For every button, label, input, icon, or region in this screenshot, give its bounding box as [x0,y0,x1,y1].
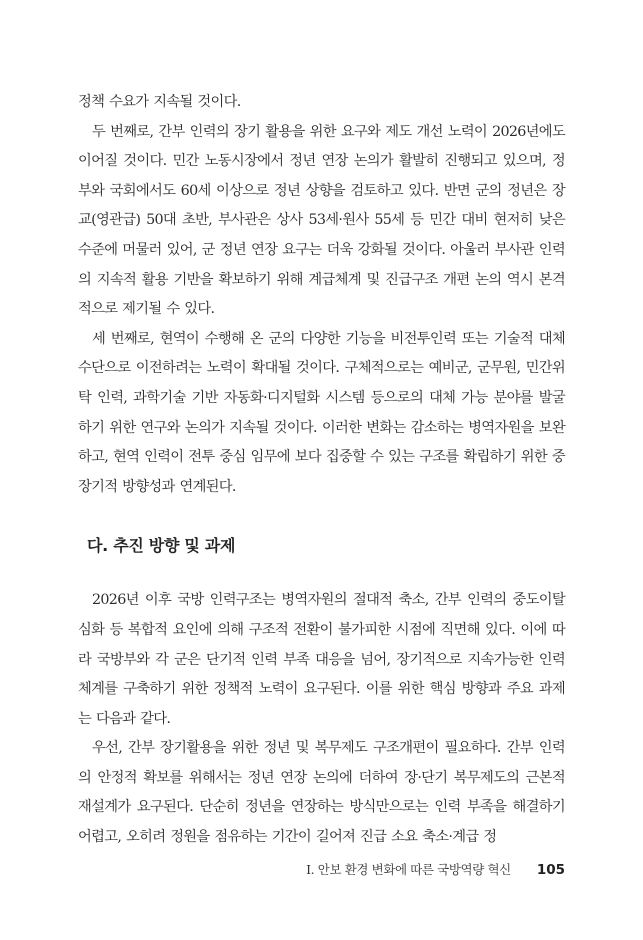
paragraph-continuation: 정책 수요가 지속될 것이다. [78,94,241,110]
chapter-title: I. 안보 환경 변화에 따른 국방역량 혁신 [306,862,511,877]
body-text [78,88,565,853]
paragraph-third-point: 세 번째로, 현역이 수행해 온 군의 다양한 기능을 비전투인력 또는 기술적 대체 수단으로 이전하려는 노력이 확대될 것이다. 구체적으로는 예비군, 군무원, 민간위탁 인력, 과학기술 기반 자동화·디지털화 시스템 등으로의 대체 가능 분야를 발굴하기 위한 연구와 논의가 지속될 것이다. 이러한 변화는 감소하는 병역자원을 보완하고, 현역 인력이 전투 중심 임무에 보다 집중할 수 있는 구조를 확립하기 위한 중장기적 방향성과 연계된다. [78,330,565,495]
paragraph-second-point: 두 번째로, 간부 인력의 장기 활용을 위한 요구와 제도 개선 노력이 2026년에도 이어질 것이다. 민간 노동시장에서 정년 연장 논의가 활발히 진행되고 있으며, 정부와 국회에서도 60세 이상으로 정년 상향을 검토하고 있다. 반면 군의 정년은 장교(영관급) 50대 초반, 부사관은 상사 53세·원사 55세 등 민간 대비 현저히 낮은 수준에 머물러 있어, 군 정년 연장 요구는 더욱 강화될 것이다. 아울러 부사관 인력의 지속적 활용 기반을 확보하기 위해 계급체계 및 진급구조 개편 논의 역시 본격적으로 제기될 수 있다. [78,123,565,318]
section-heading: 다. 추진 방향 및 과제 [87,536,236,556]
paragraph-first-task: 우선, 간부 장기활용을 위한 정년 및 복무제도 구조개편이 필요하다. 간부 인력의 안정적 확보를 위해서는 정년 연장 논의에 더하여 장·단기 복무제도의 근본적 재설계가 요구된다. 단순히 정년을 연장하는 방식만으로는 인력 부족을 해결하기 어렵고, 오히려 정원을 점유하는 기간이 길어져 진급 소요 축소·계급 정 [78,740,565,846]
page-footer [306,860,565,878]
paragraph-overview: 2026년 이후 국방 인력구조는 병역자원의 절대적 축소, 간부 인력의 중도이탈 심화 등 복합적 요인에 의해 구조적 전환이 불가피한 시점에 직면해 있다. 이에 따라 국방부와 각 군은 단기적 인력 부족 대응을 넘어, 장기적으로 지속가능한 인력 체계를 구축하기 위한 정책적 노력이 요구된다. 이를 위한 핵심 방향과 주요 과제는 다음과 같다. [78,592,565,727]
page-number: 105 [536,862,565,878]
